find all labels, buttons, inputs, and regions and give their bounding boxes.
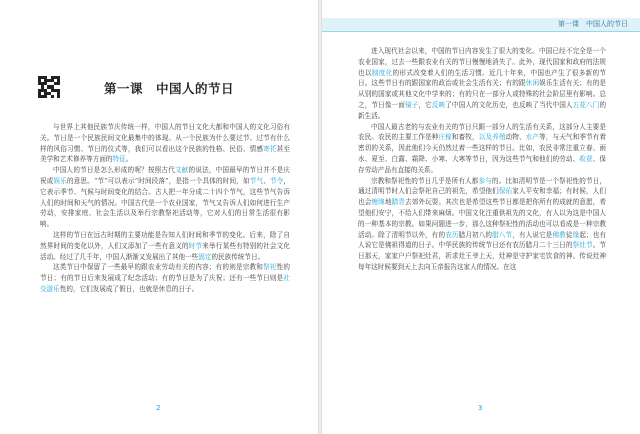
- paragraph-text: 的。比如清明节是一个祭祀性的节日，通过清明节时人们会祭祀自己的祖先，希望他们: [358, 176, 607, 196]
- paragraph-text: 。节日那天，家家户户祭祀灶君，祈求灶王爷上天，灶神是守护家宅饮食的神。传说灶神每年这时候要到天上去向玉帝报告这家人的情况。在这: [358, 241, 607, 271]
- right-page-body: [358, 46, 606, 273]
- vocabulary-keyword[interactable]: 缘: [572, 230, 580, 239]
- paragraph-text: 等，与天气和季节有着密切的关系，因此他们今天仍然过着一些这样的节日。比如，农民非常注重立春、雨水、夏至、白露、霜降、小寒、大寒等节日，因为这些节气和他们的劳动、: [358, 133, 607, 163]
- paragraph-text: 、保存劳动产品有直接的关系。: [358, 154, 607, 174]
- paragraph-text: 家人平安和幸福；有时候，人们也会: [358, 187, 607, 207]
- page-number-left: 2: [156, 404, 161, 412]
- vocabulary-keyword[interactable]: 固定: [198, 252, 212, 261]
- vocabulary-keyword[interactable]: 腊八节: [492, 230, 513, 239]
- paragraph-text: 性的，它们发展成了假日，也就是休息的日子。: [59, 284, 199, 293]
- vocabulary-keyword[interactable]: 缠绵: [371, 198, 385, 207]
- paragraph-text: 、: [263, 176, 270, 185]
- paragraph-text: 中国人最古老的与农业有关的节日只跟一部分人的生活有关系，这部分人主要是农民。农民的主要工作是种: [358, 122, 606, 142]
- paragraph-text: 进入现代社会以来，中国的节日内容发生了很大的变化。中国已经不完全是一个农业国家，过去一些跟农业有关的节日慢慢地消失了。此外，现代国家和政府的法规也以: [358, 47, 606, 77]
- paragraph-text: 徒: [565, 230, 573, 239]
- running-header: [322, 18, 640, 32]
- paragraph-text: 中国人的节日是怎么形成的呢？按照古代: [53, 166, 175, 175]
- left-page-body: [40, 122, 290, 295]
- paragraph-text: 这类节日中保留了一些最早的跟农业劳动有关的内容；有的则是宗教和: [53, 263, 264, 272]
- vocabulary-keyword[interactable]: 休闲: [525, 79, 540, 88]
- left-page: [0, 0, 318, 434]
- vocabulary-keyword[interactable]: 祭祀: [263, 263, 277, 272]
- paragraph: [40, 262, 290, 294]
- paragraph-text: 的意思。“节”可以表示“时间段落”，是指一个具体的时间，如: [67, 176, 250, 185]
- vocabulary-keyword[interactable]: 娱乐: [53, 176, 67, 185]
- paragraph-text: 的形式改变着人们的生活习惯。近几十年来，中国也产生了很多新的节日。这些节日有的跟国家的政治或社会生活有关；有的跟: [358, 68, 607, 88]
- paragraph-text: 。: [125, 155, 133, 164]
- paragraph-text: 与世界上其他民族节庆传统一样，中国人的节日文化大都和中国人的文化习俗有关。节日是一个民族民间文化最集中的体现。从一个民族为什么要过节、过节有什么样的风俗习惯、节日的仪式等，我们可以看出这个民族的性格、民俗、情感: [40, 123, 290, 153]
- vocabulary-keyword[interactable]: 以及养殖: [478, 133, 506, 142]
- paragraph: [358, 46, 606, 122]
- paragraph: [358, 122, 606, 176]
- paragraph-text: 娱乐生活有关；有的是从别的国家或其他文化中学来的；有的只在一部分人或特殊的社会阶层里有影响。总之，节日像一面: [358, 79, 607, 109]
- page-number-right: 3: [478, 404, 483, 412]
- paragraph-text: ，有人说它是: [512, 230, 553, 239]
- paragraph-text: 起；也有人说它是佛祖得道的日子。中华民族的传统节日还有农历腊月二十三日的: [358, 230, 607, 250]
- vocabulary-keyword[interactable]: 节气: [249, 176, 264, 185]
- paragraph-text: 动物、: [505, 133, 526, 142]
- paragraph-text: 的说法，中国最早的节日并不是庆祝或: [40, 166, 291, 185]
- vocabulary-keyword[interactable]: 时节: [188, 241, 203, 250]
- vocabulary-keyword[interactable]: 镜子: [404, 100, 419, 109]
- paragraph-text: ，它: [418, 100, 432, 109]
- paragraph: [40, 230, 290, 262]
- vocabulary-keyword[interactable]: 水产: [525, 133, 540, 142]
- running-header-text: 第一课 中国人的节日: [558, 20, 628, 28]
- paragraph-text: 腊月初八的: [458, 230, 493, 239]
- paragraph-text: 性的节日；有的节日后来发展成了纪念活动；有的节日是为了庆祝；还有一些节日则是: [40, 263, 291, 283]
- paragraph: [358, 176, 606, 273]
- paragraph-text: 的民族传统节日。: [211, 252, 265, 261]
- vocabulary-keyword[interactable]: 社交游乐: [40, 274, 290, 293]
- paragraph: [40, 122, 290, 165]
- vocabulary-keyword[interactable]: 庄稼: [438, 133, 452, 142]
- paragraph-text: ，它表示季节、气候与时间变化的结合。古人把一年分成二十四个节气，这些节气告诉人们的时间和天气的情况。中国古代是一个农业国家，节气又告诉人们如何进行生产劳动，安排家庭、社会生活以及举行宗教祭祀活动等，它对人们的日常生活很有影响。: [40, 176, 291, 229]
- paragraph-text: 来举行某些有特别的社会文化活动。经过了几千年，中国人渐渐又发展出了其他一些: [40, 241, 291, 261]
- vocabulary-keyword[interactable]: 文献: [174, 166, 189, 175]
- vocabulary-keyword[interactable]: 制度化: [371, 68, 393, 77]
- paragraph-text: 和畜牧，: [451, 133, 479, 142]
- paragraph-text: 地: [384, 198, 392, 207]
- vocabulary-keyword[interactable]: 佛教: [552, 230, 566, 239]
- vocabulary-keyword[interactable]: 特征: [112, 155, 126, 164]
- paragraph-text: 这样的节日在远古时期的主要功能是告知人们时间和季节的变化。后来，除了自然界时间的变化以外，人们又添加了一些有意义的: [40, 230, 290, 250]
- paragraph-text: 了中国人的文化历史，也反映了当代中国人: [445, 100, 573, 109]
- vocabulary-keyword[interactable]: 祭灶节: [572, 241, 593, 250]
- vocabulary-keyword[interactable]: 参与: [478, 176, 492, 185]
- vocabulary-keyword[interactable]: 节令: [269, 176, 284, 185]
- qr-code-icon[interactable]: [38, 76, 60, 98]
- vocabulary-keyword[interactable]: 保佑: [498, 187, 513, 196]
- vocabulary-keyword[interactable]: 五花八门: [572, 100, 600, 109]
- vocabulary-keyword[interactable]: 农历: [445, 230, 459, 239]
- vocabulary-keyword[interactable]: 寄托: [263, 144, 277, 153]
- right-page: [322, 0, 640, 434]
- vocabulary-keyword[interactable]: 踏青: [391, 198, 405, 207]
- vocabulary-keyword[interactable]: 反映: [431, 100, 446, 109]
- paragraph-text: 宗教和祭祀性的节日几乎是所有人都: [371, 176, 479, 185]
- vocabulary-keyword[interactable]: 收获: [579, 154, 593, 163]
- paragraph: [40, 165, 290, 230]
- paragraph-text: 的新生活。: [358, 100, 607, 120]
- paragraph-text: 甚至美学和艺术修养等方面的: [40, 144, 291, 164]
- lesson-title: 第一课 中国人的节日: [104, 81, 235, 96]
- paragraph-text: 去郊外玩耍。其次也是希望这些节日都是把你所有的成就的意愿，希望他们安宁，不给人们带来麻烦。中国文化注重供祖先的文化，有人以为这是中国人的一种基本的宗教。如果问题进一步，那么这种祭祀性的活动也可以看成是一种宗教活动。除了清明节以外，有的: [358, 198, 607, 239]
